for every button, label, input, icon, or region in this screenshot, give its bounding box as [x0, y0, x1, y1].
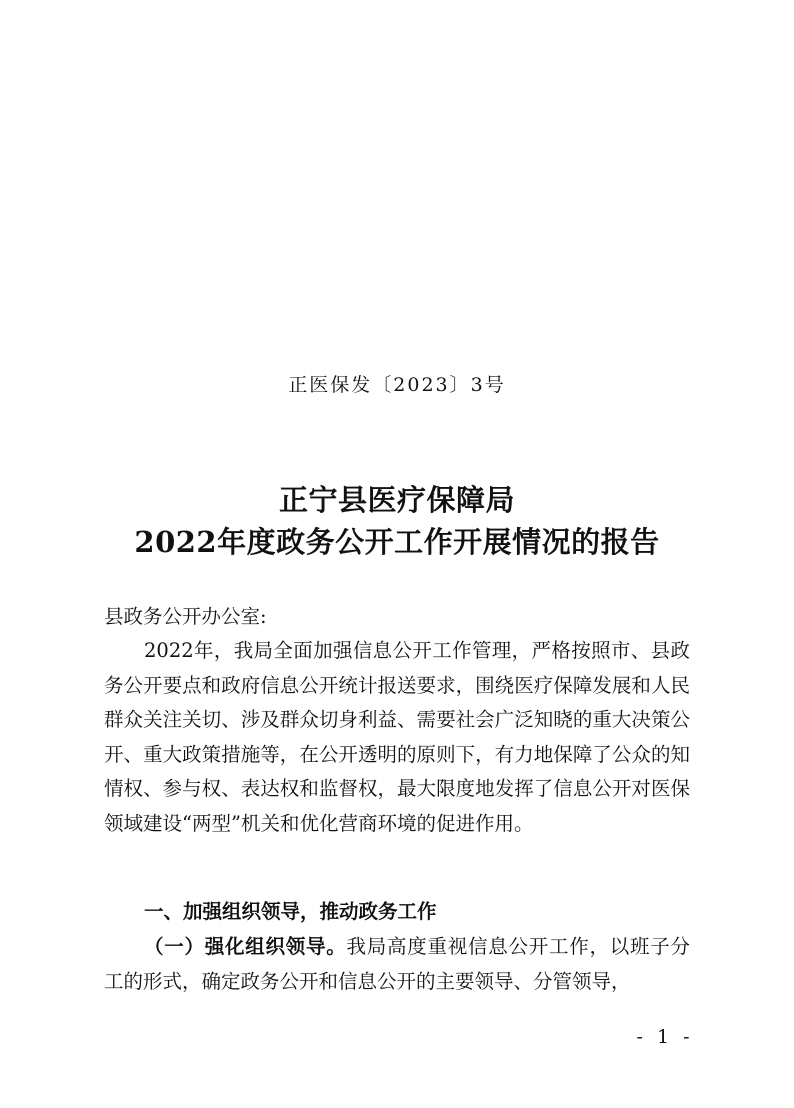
- body-paragraph-2: [104, 930, 690, 999]
- document-title-line-2: 2022年度政务公开工作开展情况的报告: [134, 525, 660, 559]
- section-heading-1: 一、加强组织领导，推动政务工作: [144, 900, 437, 923]
- addressee: 县政务公开办公室:: [104, 605, 267, 628]
- page-number: - 1 -: [636, 1026, 694, 1048]
- subsection-text-1: 我局高度重视信息公开工作，以班子分工的形式，确定政务公开和信息公开的主要领导、分管领导，: [104, 935, 690, 993]
- body-paragraph-1: 2022年，我局全面加强信息公开工作管理，严格按照市、县政务公开要点和政府信息公开统计报送要求，围绕医疗保障发展和人民群众关注关切、涉及群众切身利益、需要社会广泛知晓的重大决策公开、重大政策措施等，在公开透明的原则下，有力地保障了公众的知情权、参与权、表达权和监督权，最大限度地发挥了信息公开对医保领域建设“两型”机关和优化营商环境的促进作用。: [104, 639, 690, 835]
- document-number: 正医保发〔2023〕3号: [288, 374, 506, 396]
- document-title-line-1: 正宁县医疗保障局: [278, 483, 515, 517]
- subsection-heading-1: （一）强化组织领导。: [144, 935, 347, 958]
